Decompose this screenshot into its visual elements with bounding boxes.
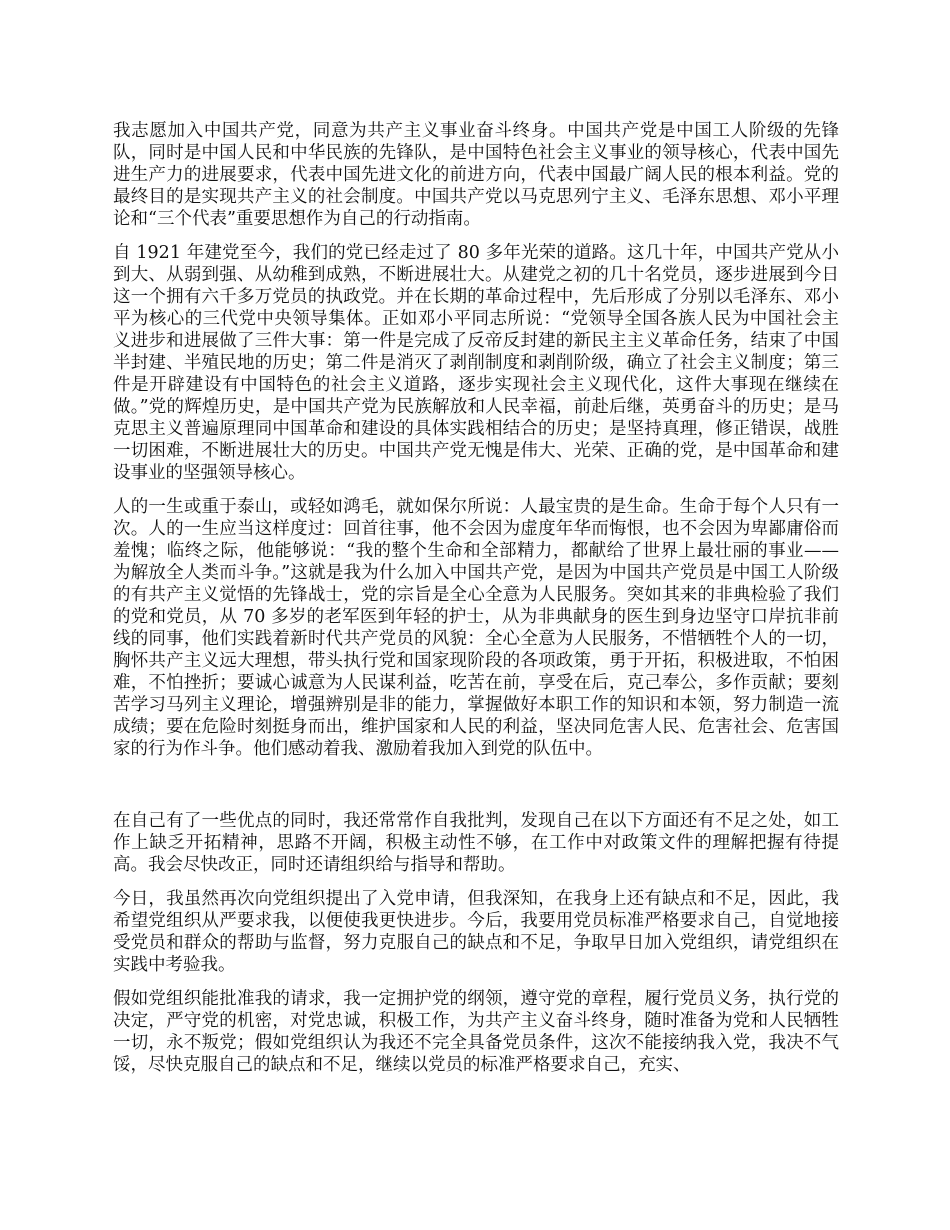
paragraph-1: 我志愿加入中国共产党，同意为共产主义事业奋斗终身。中国共产党是中国工人阶级的先锋队，同时是中国人民和中华民族的先锋队，是中国特色社会主义事业的领导核心，代表中国先进生产力的进展要求，代表中国先进文化的前进方向，代表中国最广阔人民的根本利益。党的最终目的是实现共产主义的社会制度。中国共产党以马克思列宁主义、毛泽东思想、邓小平理论和“三个代表”重要思想作为自己的行动指南。 [113, 121, 839, 229]
document-page [113, 120, 839, 1088]
section-gap [113, 772, 839, 810]
paragraph-2: 自 1921 年建党至今，我们的党已经走过了 80 多年光荣的道路。这几十年，中国共产党从小到大、从弱到强、从幼稚到成熟，不断进展壮大。从建党之初的几十名党员，逐步进展到今日这一个拥有六千多万党员的执政党。并在长期的革命过程中，先后形成了分别以毛泽东、邓小平为核心的三代党中央领导集体。正如邓小平同志所说：“党领导全国各族人民为中国社会主义进步和进展做了三件大事：第一件是完成了反帝反封建的新民主主义革命任务，结束了中国半封建、半殖民地的历史；第二件是消灭了剥削制度和剥削阶级，确立了社会主义制度；第三件是开辟建设有中国特色的社会主义道路，逐步实现社会主义现代化，这件大事现在继续在做。”党的辉煌历史，是中国共产党为民族解放和人民幸福，前赴后继，英勇奋斗的历史；是马克思主义普遍原理同中国革命和建设的具体实践相结合的历史；是坚持真理，修正错误，战胜一切困难，不断进展壮大的历史。中国共产党无愧是伟大、光荣、正确的党，是中国革命和建设事业的坚强领导核心。 [113, 243, 839, 483]
paragraph-3: 人的一生或重于泰山，或轻如鸿毛，就如保尔所说：人最宝贵的是生命。生命于每个人只有一次。人的一生应当这样度过：回首往事，他不会因为虚度年华而悔恨，也不会因为卑鄙庸俗而羞愧；临终之际，他能够说：“我的整个生命和全部精力，都献给了世界上最壮丽的事业——为解放全人类而斗争。”这就是我为什么加入中国共产党，是因为中国共产党员是中国工人阶级的有共产主义觉悟的先锋战士，党的宗旨是全心全意为人民服务。突如其来的非典检验了我们的党和党员，从 70 多岁的老军医到年轻的护士，从为非典献身的医生到身边坚守口岸抗非前线的同事，他们实践着新时代共产党员的风貌：全心全意为人民服务，不惜牺牲个人的一切，胸怀共产主义远大理想，带头执行党和国家现阶段的各项政策，勇于开拓，积极进取，不怕困难，不怕挫折；要诚心诚意为人民谋利益，吃苦在前，享受在后，克己奉公，多作贡献；要刻苦学习马列主义理论，增强辨别是非的能力，掌握做好本职工作的知识和本领，努力制造一流成绩；要在危险时刻挺身而出，维护国家和人民的利益，坚决同危害人民、危害社会、危害国家的行为作斗争。他们感动着我、激励着我加入到党的队伍中。 [113, 497, 839, 759]
paragraph-4: 在自己有了一些优点的同时，我还常常作自我批判，发现自己在以下方面还有不足之处，如工作上缺乏开拓精神，思路不开阔，积极主动性不够，在工作中对政策文件的理解把握有待提高。我会尽快改正，同时还请组织给与指导和帮助。 [113, 811, 839, 875]
paragraph-5: 今日，我虽然再次向党组织提出了入党申请，但我深知，在我身上还有缺点和不足，因此，我希望党组织从严要求我，以便使我更快进步。今后，我要用党员标准严格要求自己，自觉地接受党员和群众的帮助与监督，努力克服自己的缺点和不足，争取早日加入党组织，请党组织在实践中考验我。 [113, 889, 839, 975]
paragraph-6: 假如党组织能批准我的请求，我一定拥护党的纲领，遵守党的章程，履行党员义务，执行党的决定，严守党的机密，对党忠诚，积极工作，为共产主义奋斗终身，随时准备为党和人民牺牲一切，永不叛党；假如党组织认为我还不完全具备党员条件，这次不能接纳我入党，我决不气馁，尽快克服自己的缺点和不足，继续以党员的标准严格要求自己，充实、 [113, 989, 839, 1075]
